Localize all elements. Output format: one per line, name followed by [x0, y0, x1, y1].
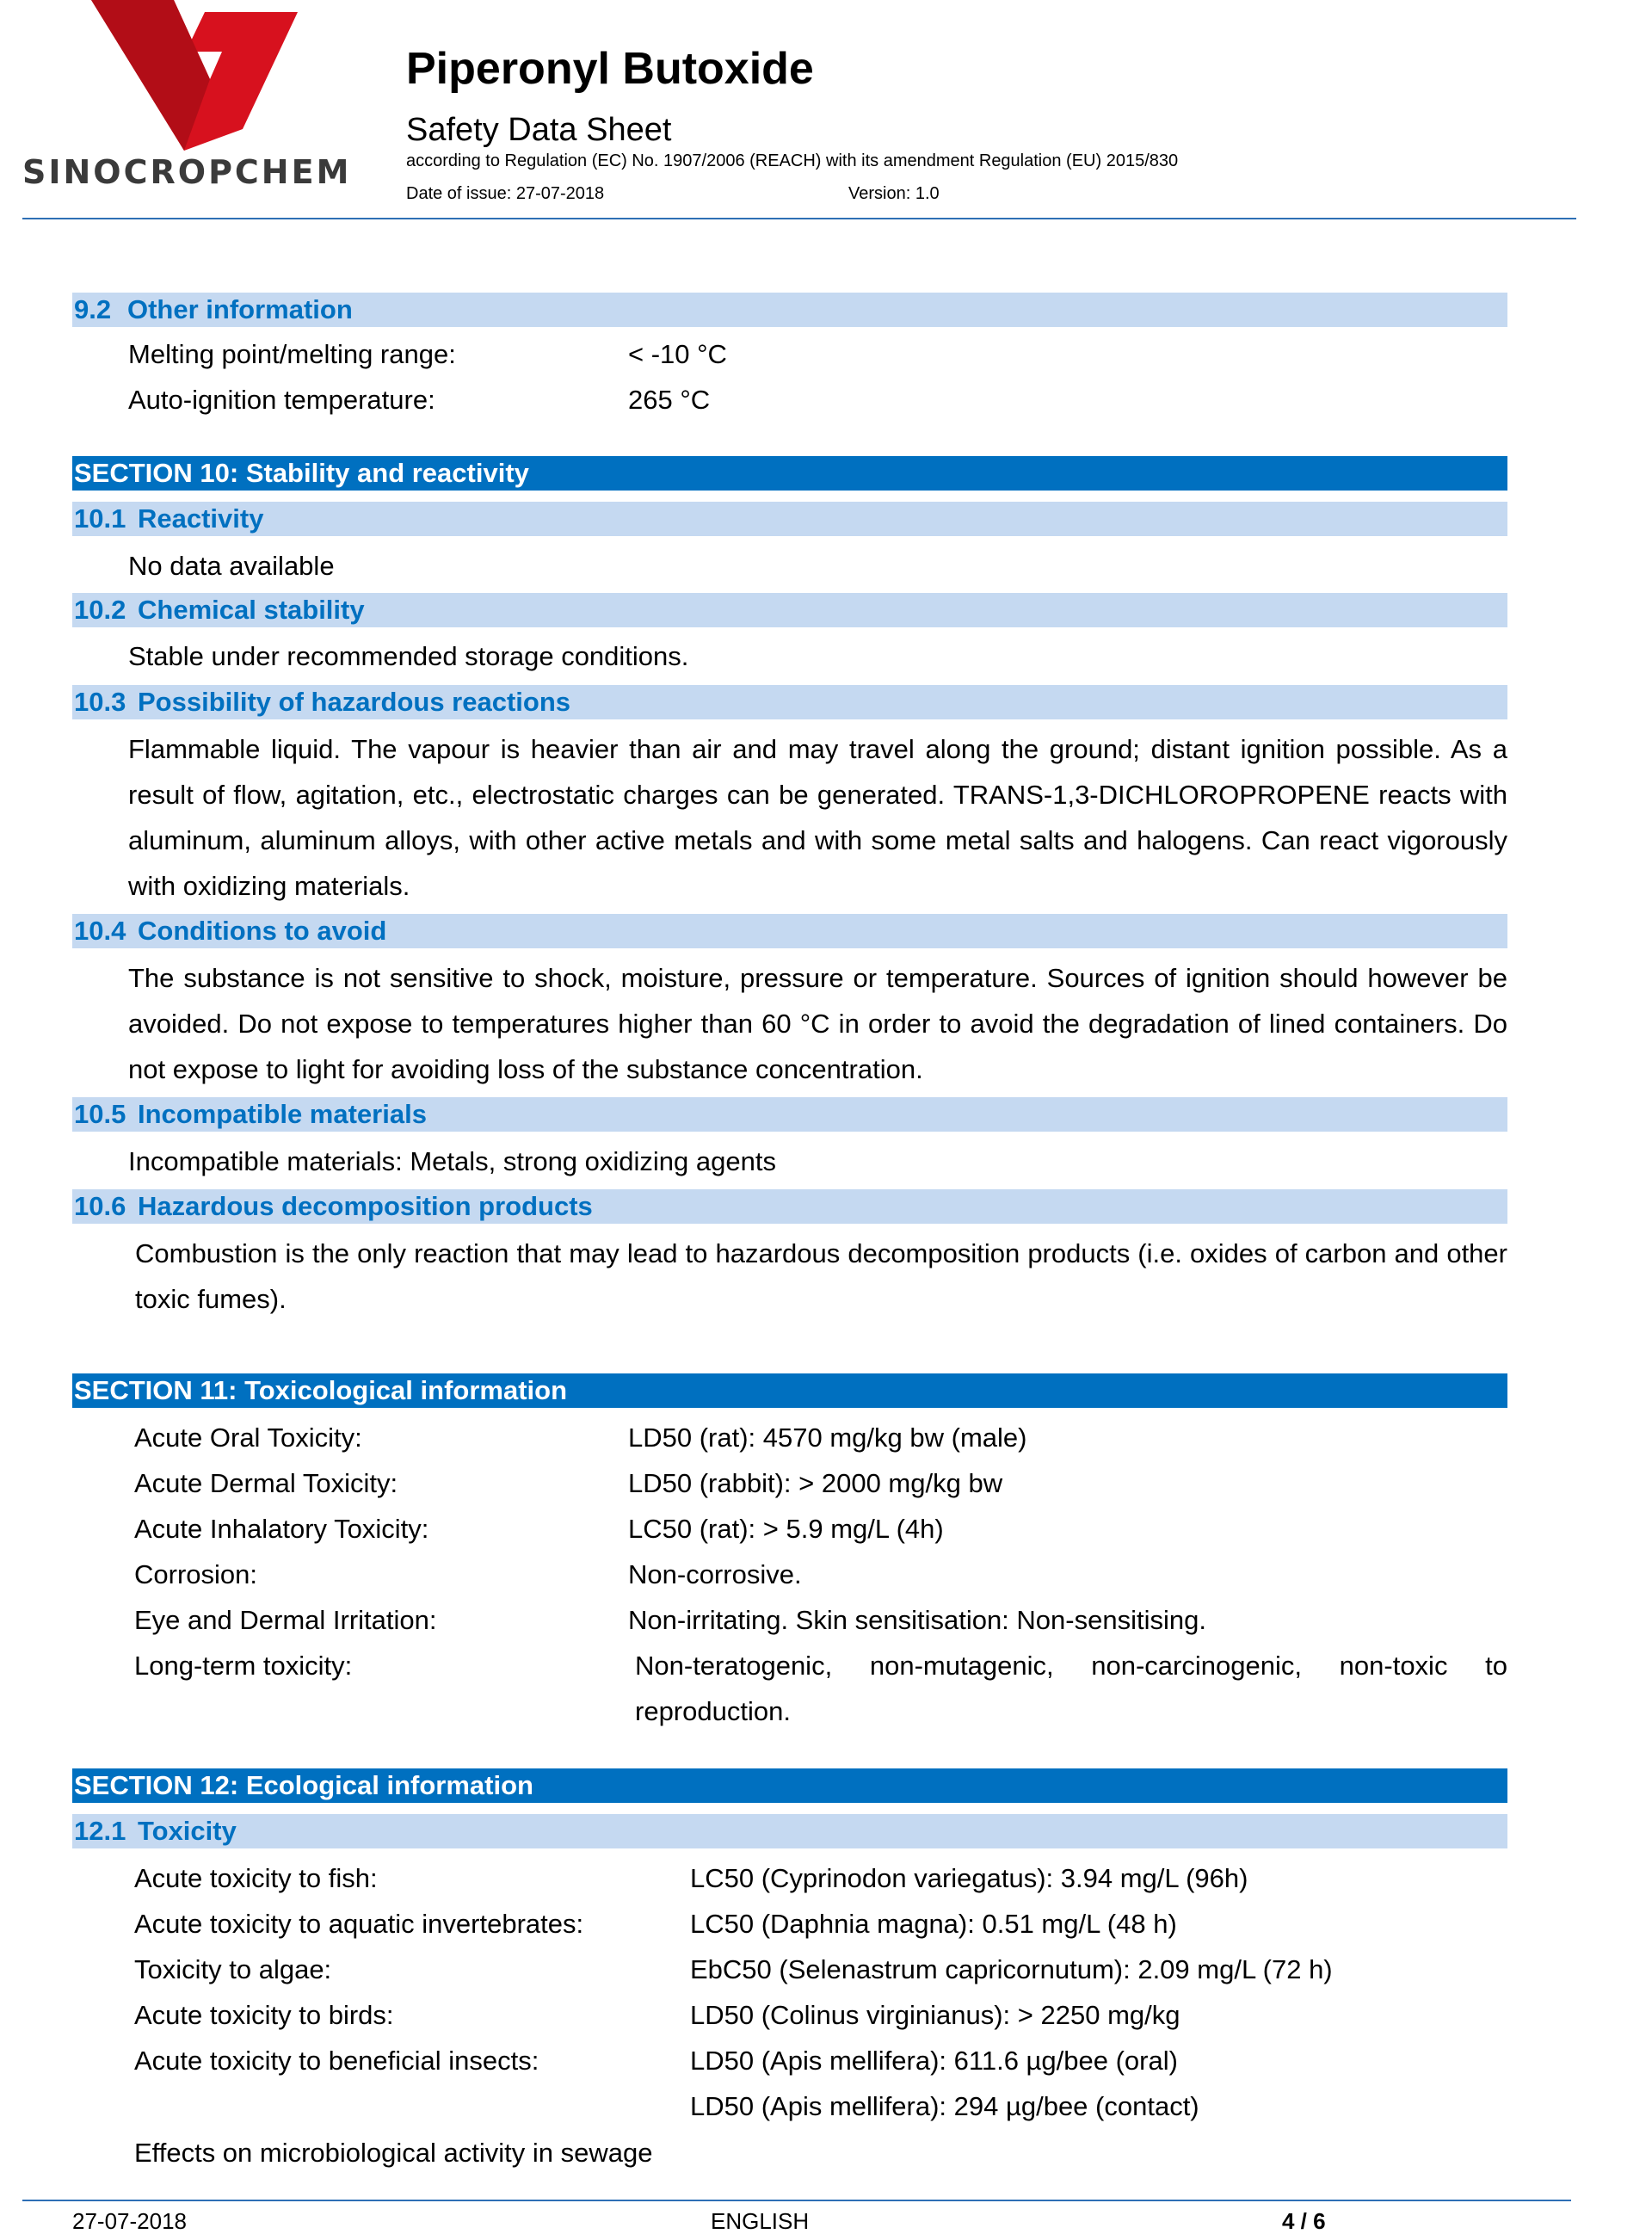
issue-date: Date of issue: 27-07-2018 — [406, 184, 605, 203]
subsection-title: Possibility of hazardous reactions — [138, 687, 571, 717]
subsection-number: 12.1 — [74, 1816, 126, 1846]
document-title: Piperonyl Butoxide — [406, 44, 814, 94]
eco-label: Acute toxicity to aquatic invertebrates: — [134, 1909, 584, 1939]
subsection-10-6-bar — [72, 1189, 1507, 1224]
tox-value: Non-teratogenic, non-mutagenic, non-carcinogenic, non-toxic to reproduction. — [635, 1651, 1507, 1726]
logo-mark-icon — [91, 0, 298, 151]
section-11-bar: SECTION 11: Toxicological information — [72, 1373, 1507, 1408]
eco-value: LC50 (Daphnia magna): 0.51 mg/L (48 h) — [690, 1909, 1177, 1939]
subsection-title: Hazardous decomposition products — [138, 1191, 593, 1221]
subsection-10-3-bar — [72, 685, 1507, 719]
document-subtitle: Safety Data Sheet — [406, 112, 672, 148]
eco-label: Toxicity to algae: — [134, 1954, 332, 1984]
section-10-bar: SECTION 10: Stability and reactivity — [72, 456, 1507, 491]
page-number: 4 / 6 — [1282, 2208, 1326, 2234]
company-logo — [22, 0, 352, 198]
subsection-number: 10.4 — [74, 916, 126, 946]
subsection-10-2-bar — [72, 593, 1507, 627]
eco-label: Acute toxicity to birds: — [134, 2000, 394, 2030]
hazardous-reactions-text: Flammable liquid. The vapour is heavier than air and may travel along the ground; distant ignition possible. As a result of flow, agitation, etc., electrostatic charges can be generated. TRANS-1,3-DICHLOROPROPENE reacts with aluminum, aluminum alloys, with other active metals and with some metal salts and halogens. Can react vigorously with oxidizing materials. — [128, 734, 1507, 901]
tox-value: Non-irritating. Skin sensitisation: Non-sensitising. — [628, 1605, 1206, 1635]
eco-value: LD50 (Apis mellifera): 611.6 µg/bee (oral) — [690, 2046, 1178, 2076]
subsection-title: Other information — [127, 294, 353, 324]
tox-value: LD50 (rat): 4570 mg/kg bw (male) — [628, 1422, 1027, 1453]
regulation-line: according to Regulation (EC) No. 1907/2006 (REACH) with its amendment Regulation (EU) 2015/830 — [406, 151, 1179, 170]
subsection-title: Reactivity — [138, 503, 264, 534]
microbiological-text: Effects on microbiological activity in sewage — [134, 2138, 653, 2168]
property-label: Auto-ignition temperature: — [128, 385, 435, 415]
eco-label: Acute toxicity to beneficial insects: — [134, 2046, 539, 2076]
version: Version: 1.0 — [848, 184, 940, 203]
subsection-title: Conditions to avoid — [138, 916, 387, 946]
subsection-number: 10.3 — [74, 687, 126, 717]
eco-value: EbC50 (Selenastrum capricornutum): 2.09 mg/L (72 h) — [690, 1954, 1333, 1984]
subsection-10-1-bar — [72, 502, 1507, 536]
subsection-title: Chemical stability — [138, 595, 365, 625]
property-label: Melting point/melting range: — [128, 339, 456, 369]
subsection-number: 10.1 — [74, 503, 126, 534]
footer-date: 27-07-2018 — [72, 2208, 187, 2234]
header-divider — [22, 218, 1576, 219]
company-name: SINOCROPCHEM — [22, 153, 352, 191]
subsection-12-1-bar — [72, 1814, 1507, 1848]
reactivity-text: No data available — [128, 551, 335, 581]
eco-label: Acute toxicity to fish: — [134, 1863, 378, 1893]
decomposition-text: Combustion is the only reaction that may lead to hazardous decomposition products (i.e. oxides of carbon and other toxic fumes). — [135, 1238, 1507, 1314]
tox-value: Non-corrosive. — [628, 1559, 802, 1589]
footer-divider — [22, 2200, 1571, 2201]
footer-language: ENGLISH — [711, 2208, 810, 2234]
tox-value: LD50 (rabbit): > 2000 mg/kg bw — [628, 1468, 1003, 1498]
tox-label: Acute Inhalatory Toxicity: — [134, 1514, 429, 1544]
property-value: < -10 °C — [628, 339, 727, 369]
incompatible-text: Incompatible materials: Metals, strong oxidizing agents — [128, 1146, 776, 1176]
tox-label: Eye and Dermal Irritation: — [134, 1605, 437, 1635]
subsection-title: Toxicity — [138, 1816, 237, 1846]
tox-label: Acute Oral Toxicity: — [134, 1422, 362, 1453]
subsection-title: Incompatible materials — [138, 1099, 427, 1129]
subsection-9-2-bar — [72, 293, 1507, 327]
subsection-number: 10.6 — [74, 1191, 126, 1221]
eco-value: LC50 (Cyprinodon variegatus): 3.94 mg/L (96h) — [690, 1863, 1248, 1893]
tox-label: Corrosion: — [134, 1559, 257, 1589]
eco-value: LD50 (Colinus virginianus): > 2250 mg/kg — [690, 2000, 1180, 2030]
stability-text: Stable under recommended storage conditions. — [128, 641, 689, 671]
subsection-10-4-bar — [72, 914, 1507, 948]
tox-label: Acute Dermal Toxicity: — [134, 1468, 398, 1498]
eco-value: LD50 (Apis mellifera): 294 µg/bee (contact) — [690, 2091, 1199, 2121]
subsection-10-5-bar — [72, 1097, 1507, 1132]
subsection-number: 10.2 — [74, 595, 126, 625]
subsection-number: 9.2 — [74, 294, 112, 324]
conditions-text: The substance is not sensitive to shock, moisture, pressure or temperature. Sources of ignition should however be avoided. Do not expose to temperatures higher than 60 °C in order to avoid the degradation of lined containers. Do not expose to light for avoiding loss of the substance concentration. — [128, 963, 1507, 1084]
subsection-number: 10.5 — [74, 1099, 126, 1129]
tox-label: Long-term toxicity: — [134, 1651, 353, 1681]
tox-value: LC50 (rat): > 5.9 mg/L (4h) — [628, 1514, 944, 1544]
property-value: 265 °C — [628, 385, 711, 415]
section-12-bar: SECTION 12: Ecological information — [72, 1768, 1507, 1803]
